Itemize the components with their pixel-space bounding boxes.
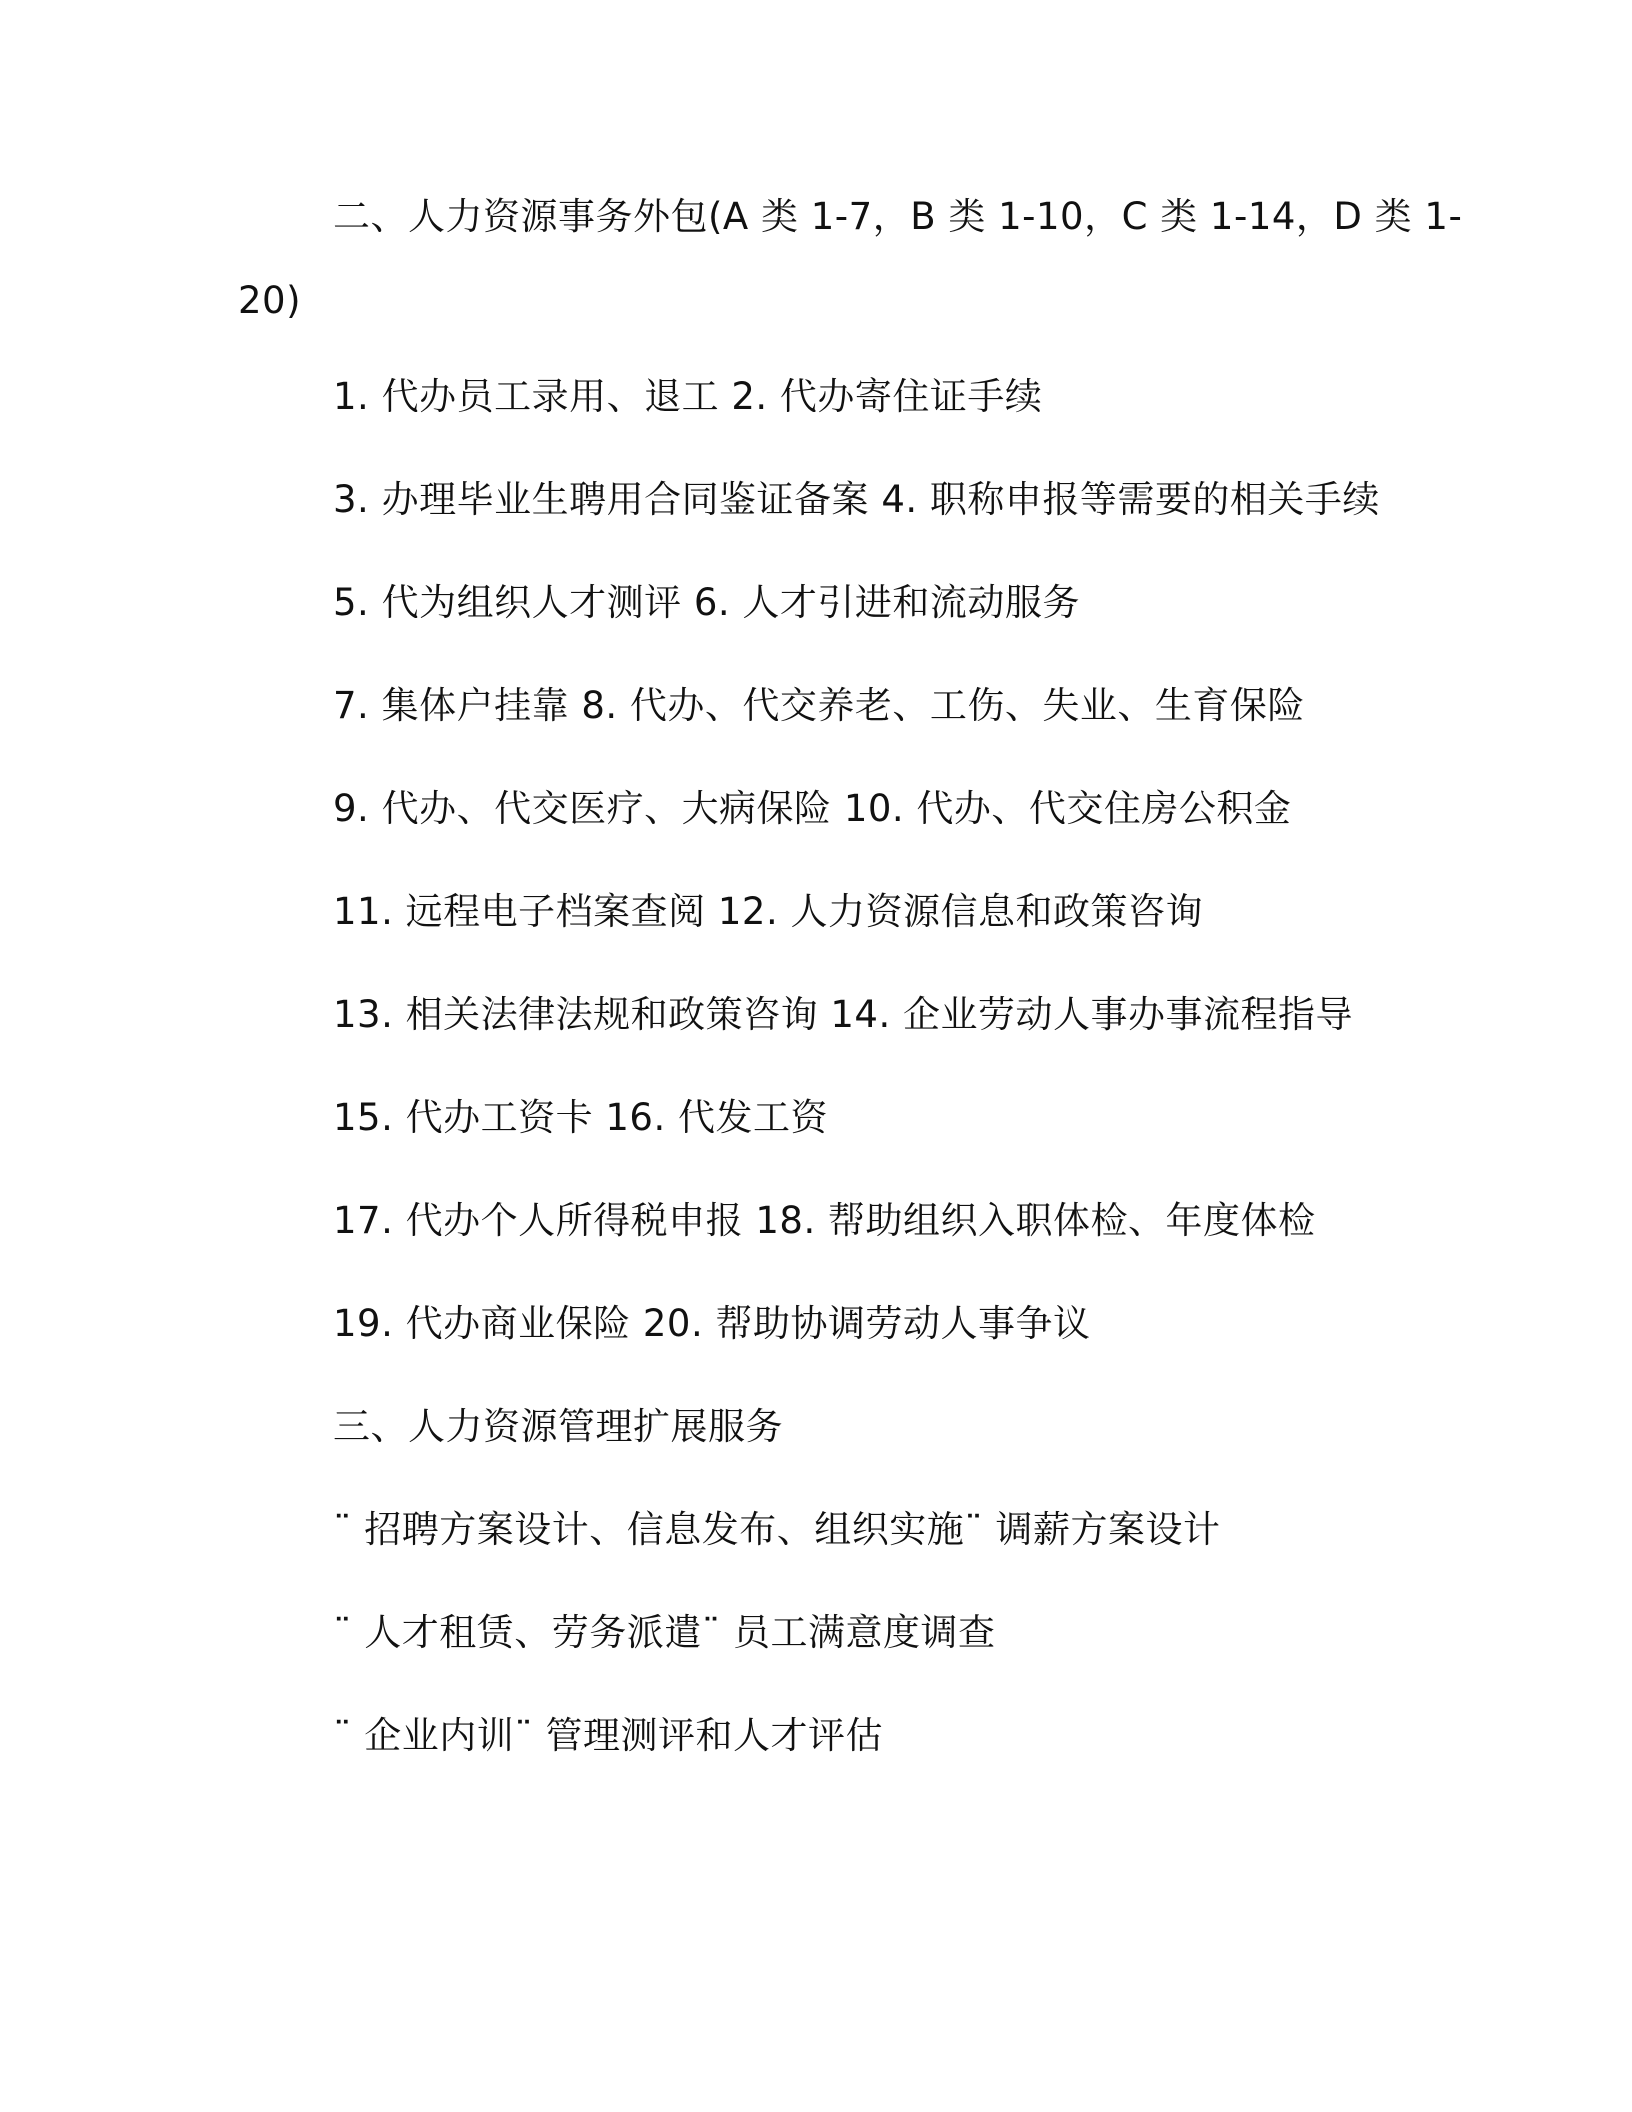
list-item: 19. 代办商业保险 20. 帮助协调劳动人事争议 [333,1302,1091,1345]
list-item: 13. 相关法律法规和政策咨询 14. 企业劳动人事办事流程指导 [333,993,1353,1036]
list-item: 3. 办理毕业生聘用合同鉴证备案 4. 职称申报等需要的相关手续 [333,478,1380,521]
list-item: 1. 代办员工录用、退工 2. 代办寄住证手续 [333,375,1043,418]
list-item: 5. 代为组织人才测评 6. 人才引进和流动服务 [333,581,1080,624]
bullet-item: ¨ 企业内训¨ 管理测评和人才评估 [333,1714,884,1757]
section-3-heading: 三、人力资源管理扩展服务 [333,1405,783,1448]
section-2-heading-continuation: 20) [238,279,302,322]
list-item: 7. 集体户挂靠 8. 代办、代交养老、工伤、失业、生育保险 [333,684,1305,727]
bullet-item: ¨ 招聘方案设计、信息发布、组织实施¨ 调薪方案设计 [333,1508,1221,1551]
bullet-item: ¨ 人才租赁、劳务派遣¨ 员工满意度调查 [333,1611,996,1654]
list-item: 11. 远程电子档案查阅 12. 人力资源信息和政策咨询 [333,890,1203,933]
section-2-heading: 二、人力资源事务外包(A 类 1-7，B 类 1-10，C 类 1-14，D 类 1- [333,195,1463,238]
list-item: 17. 代办个人所得税申报 18. 帮助组织入职体检、年度体检 [333,1199,1316,1242]
list-item: 9. 代办、代交医疗、大病保险 10. 代办、代交住房公积金 [333,787,1292,830]
list-item: 15. 代办工资卡 16. 代发工资 [333,1096,828,1139]
